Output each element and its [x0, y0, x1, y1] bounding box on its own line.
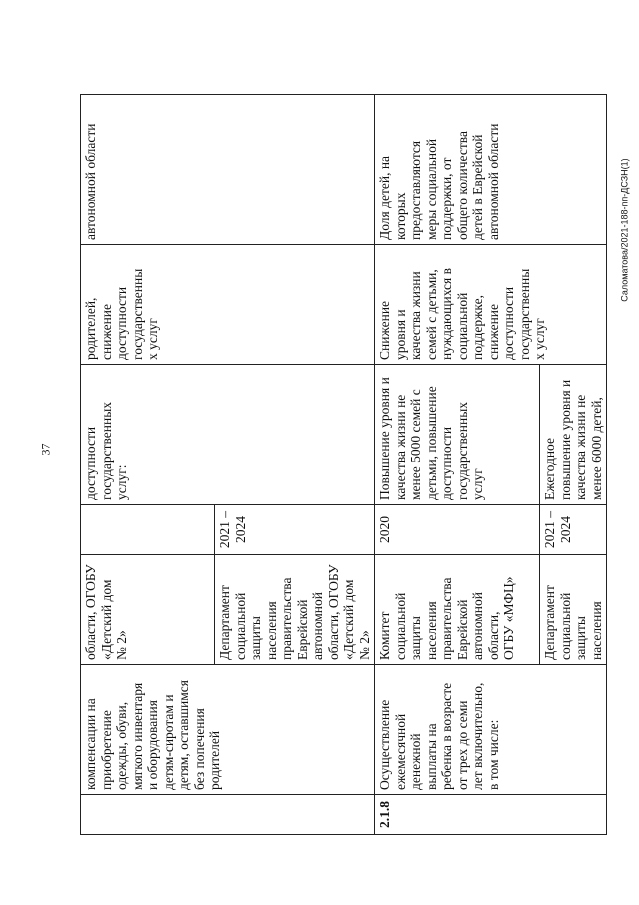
cell-indicator: Доля детей, на которых предоставляются меры социальной поддержки, от общего количества детей в Еврейской автономной области: [375, 95, 607, 245]
cell-executor: Департамент социальной защиты населения правительства Еврейской автономной области, ОГОБУ «Детский дом № 2»: [215, 555, 375, 665]
table-row: [375, 95, 540, 835]
cell-executor: Департамент социальной защиты населения: [540, 555, 607, 665]
cell-year: 2021 – 2024: [215, 505, 375, 555]
cell-year: 2021 – 2024: [540, 505, 607, 555]
cell-result: Повышение уровня и качества жизни не менее 5000 семей с детьми, повышение доступности государственных услуг: [375, 365, 540, 505]
cell-result: Ежегодное повышение уровня и качества жизни не менее 6000 детей,: [540, 365, 607, 505]
cell-executor: области, ОГОБУ «Детский дом № 2»: [81, 555, 215, 665]
cell-consequences: родителей, снижение доступности государственны х услуг: [81, 245, 375, 365]
table-container: [80, 95, 604, 835]
measures-table: [80, 94, 607, 835]
cell-num: [81, 795, 375, 835]
cell-num: 2.1.8: [375, 795, 607, 835]
rotated-table: [80, 95, 604, 835]
document-code: Саломатова/2021-188-пп-ДСЗН(1): [619, 158, 630, 302]
cell-indicator: автономной области: [81, 95, 375, 245]
cell-consequences: Снижение уровня и качества жизни семей с детьми, нуждающихся в социальной поддержке, снижение доступности государственны х услуг: [375, 245, 607, 365]
table-row: [81, 95, 215, 835]
page-number: 37: [38, 443, 53, 456]
cell-executor: Комитет социальной защиты населения правительства Еврейской автономной области, ОГБУ «МФЦ»: [375, 555, 540, 665]
cell-year: 2020: [375, 505, 540, 555]
cell-measure: Осуществление ежемесячной денежной выплаты на ребенка в возрасте от трех до семи лет включительно, в том числе:: [375, 665, 607, 795]
cell-measure: компенсации на приобретение одежды, обуви, мягкого инвентаря и оборудования детям-сиротам и детям, оставшимся без попечения родителей: [81, 665, 375, 795]
cell-year: [81, 505, 215, 555]
cell-result: доступности государственных услуг:: [81, 365, 375, 505]
